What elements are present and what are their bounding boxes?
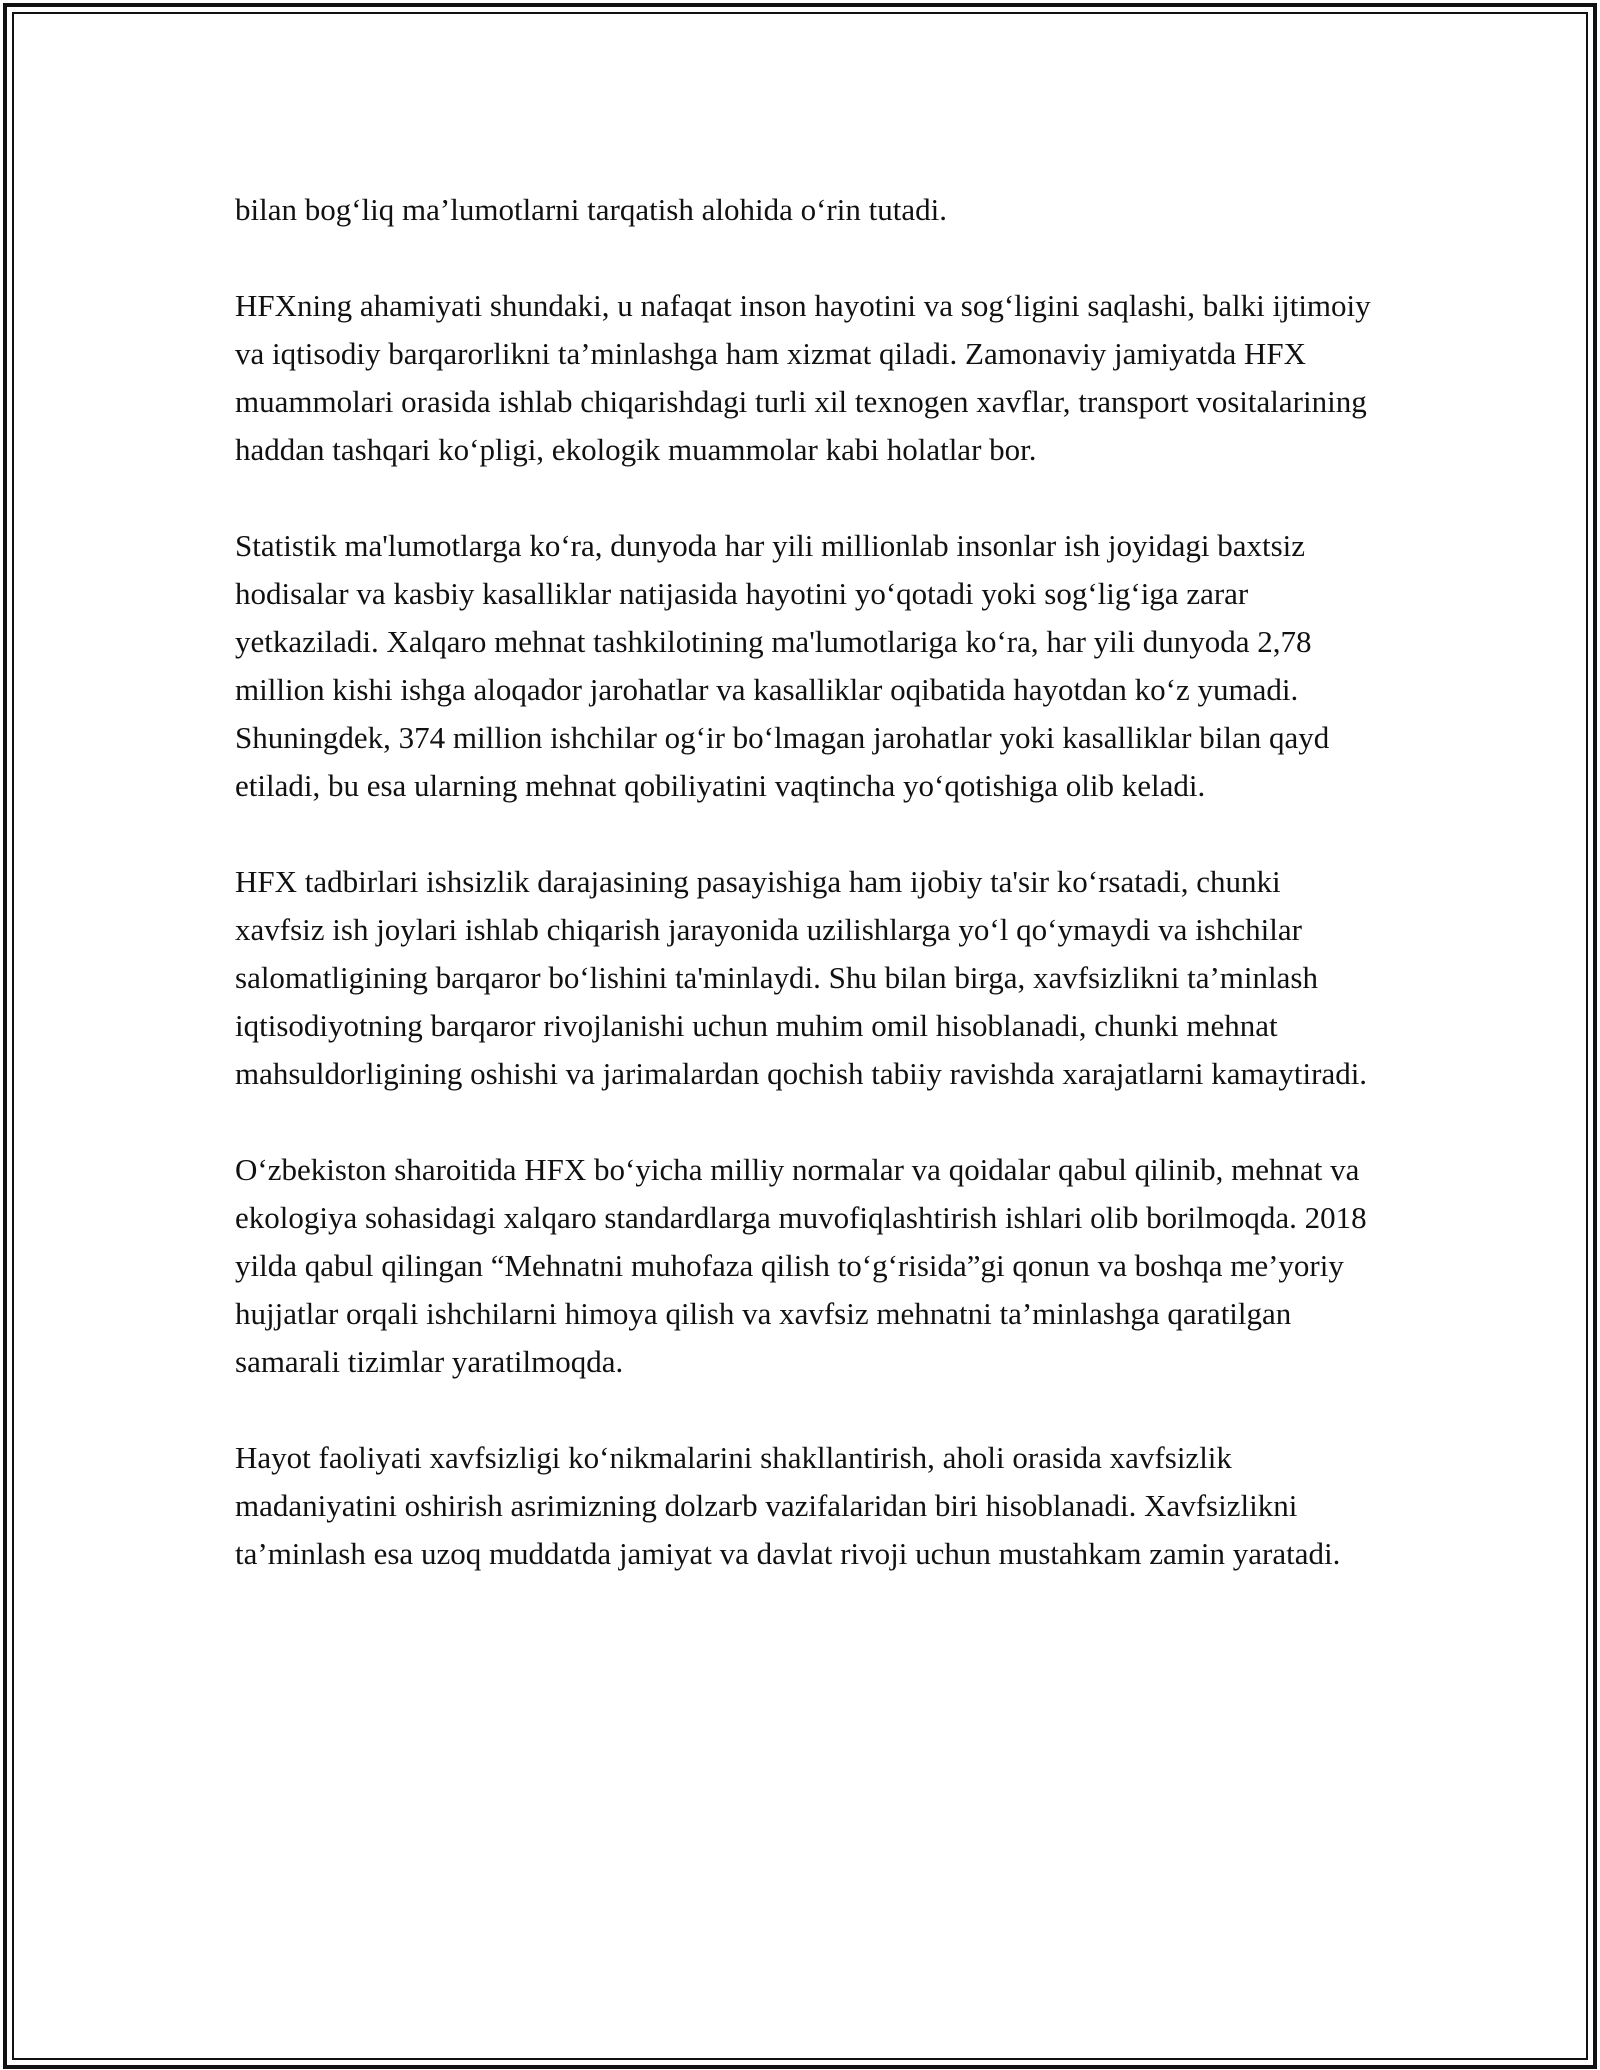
paragraph-3: Statistik ma'lumotlarga ko‘ra, dunyoda har yili millionlab insonlar ish joyidagi baxtsiz hodisalar va kasbiy kasalliklar natijasida hayotini yo‘qotadi yoki sog‘lig‘iga zarar yetkaziladi. Xalqaro mehnat tashkilotining ma'lumotlariga ko‘ra, har yili dunyoda 2,78 million kishi ishga aloqador jarohatlar va kasalliklar oqibatida hayotdan ko‘z yumadi. Shuningdek, 374 million ishchilar og‘ir bo‘lmagan jarohatlar yoki kasalliklar bilan qayd etiladi, bu esa ularning mehnat qobiliyatini vaqtincha yo‘qotishiga olib keladi. (235, 528, 1330, 803)
paragraph-2: HFXning ahamiyati shundaki, u nafaqat inson hayotini va sog‘ligini saqlashi, balki ijtimoiy va iqtisodiy barqarorlikni ta’minlashga ham xizmat qiladi. Zamonaviy jamiyatda HFX muammolari orasida ishlab chiqarishdagi turli xil texnogen xavflar, transport vositalarining haddan tashqari ko‘pligi, ekologik muammolar kabi holatlar bor. (235, 288, 1371, 467)
paragraph-5: O‘zbekiston sharoitida HFX bo‘yicha milliy normalar va qoidalar qabul qilinib, mehnat va ekologiya sohasidagi xalqaro standardlarga muvofiqlashtirish ishlari olib borilmoqda. 2018 yilda qabul qilingan “Mehnatni muhofaza qilish to‘g‘risida”gi qonun va boshqa me’yoriy hujjatlar orqali ishchilarni himoya qilish va xavfsiz mehnatni ta’minlashga qaratilgan samarali tizimlar yaratilmoqda. (235, 1152, 1367, 1379)
paragraph-1: bilan bog‘liq ma’lumotlarni tarqatish alohida o‘rin tutadi. (235, 192, 947, 227)
paragraph-6: Hayot faoliyati xavfsizligi ko‘nikmalarini shakllantirish, aholi orasida xavfsizlik madaniyatini oshirish asrimizning dolzarb vazifalaridan biri hisoblanadi. Xavfsizlikni ta’minlash esa uzoq muddatda jamiyat va davlat rivoji uchun mustahkam zamin yaratadi. (235, 1440, 1341, 1571)
document-body (235, 186, 1375, 1578)
paragraph-4: HFX tadbirlari ishsizlik darajasining pasayishiga ham ijobiy ta'sir ko‘rsatadi, chunki xavfsiz ish joylari ishlab chiqarish jarayonida uzilishlarga yo‘l qo‘ymaydi va ishchilar salomatligining barqaror bo‘lishini ta'minlaydi. Shu bilan birga, xavfsizlikni ta’minlash iqtisodiyotning barqaror rivojlanishi uchun muhim omil hisoblanadi, chunki mehnat mahsuldorligining oshishi va jarimalardan qochish tabiiy ravishda xarajatlarni kamaytiradi. (235, 864, 1368, 1091)
